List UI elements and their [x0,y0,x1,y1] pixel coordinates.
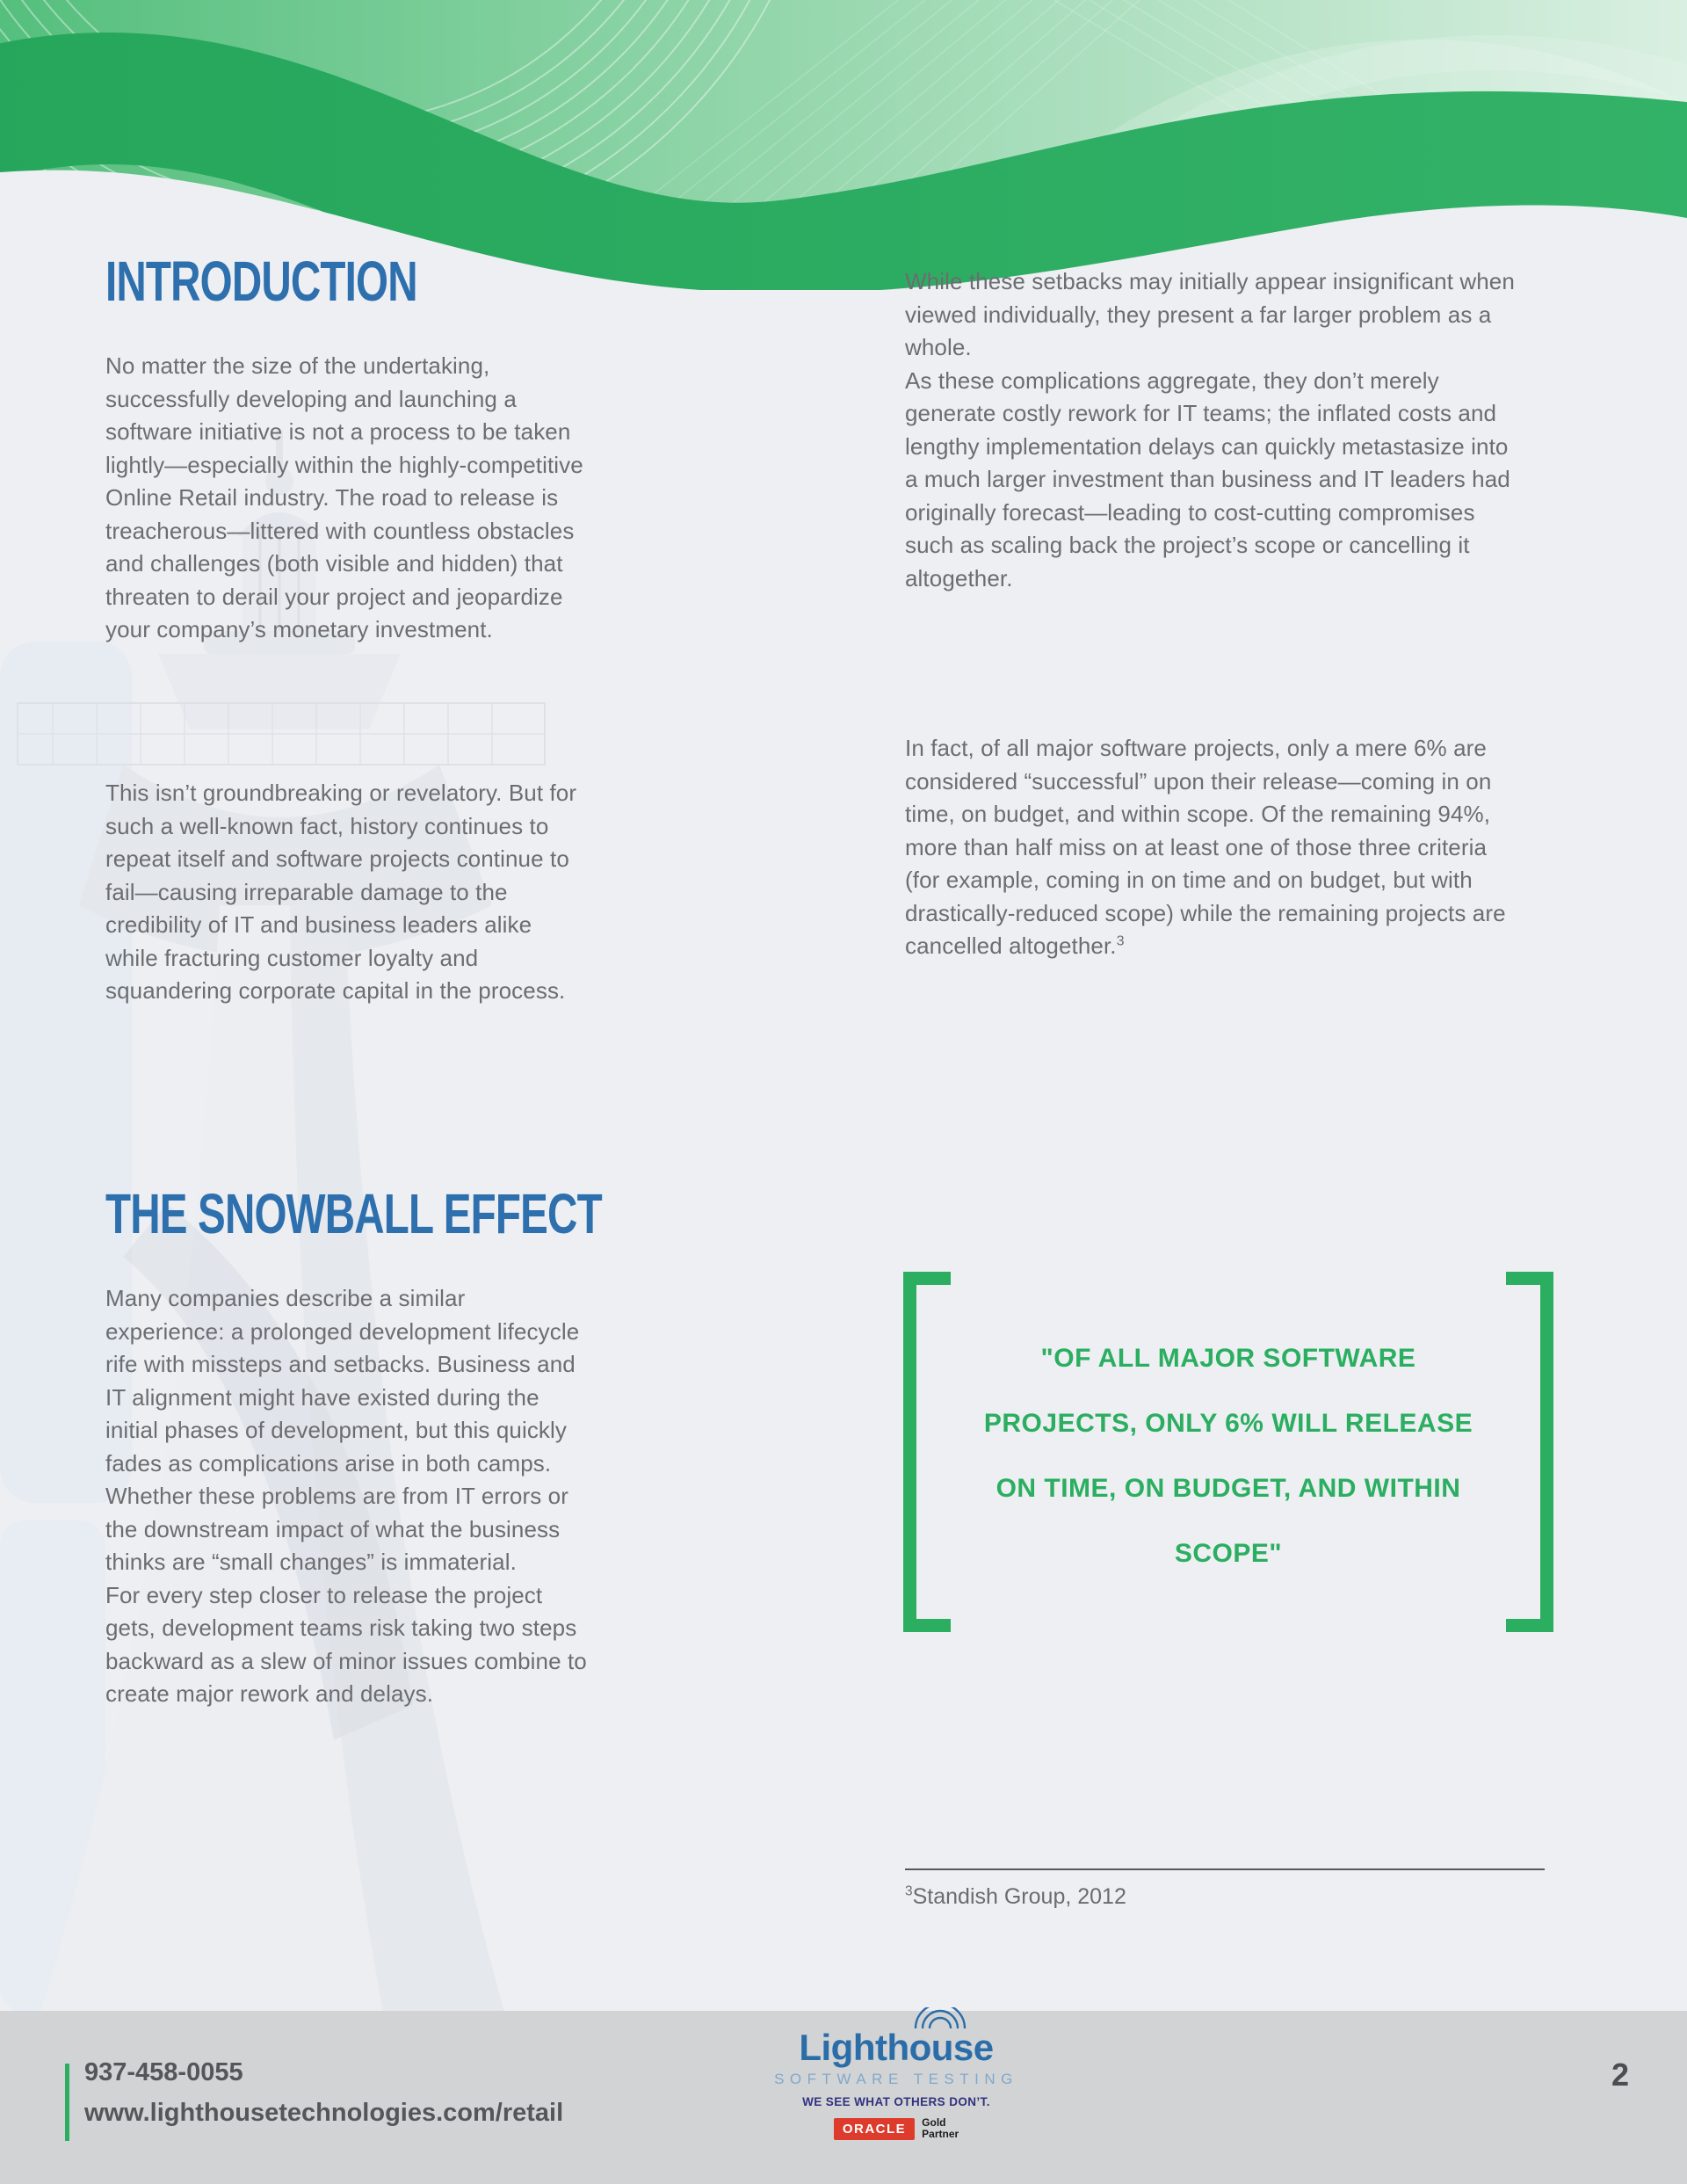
right-paragraph-2 [905,732,1524,963]
quote-right-bracket [1506,1272,1553,1632]
footnote-rule [905,1868,1545,1870]
footer-website: www.lighthousetechnologies.com/retail [84,2099,564,2127]
paragraph: Many companies describe a similar experience: a prolonged development lifecycle rife with missteps and setbacks. Business and IT alignment might have existed during the initial phases of development, but this quickly fades as complications arise in both camps. Whether these problems are from IT errors or the downstream impact of what the business thinks are “small changes” is immaterial. [105,1285,580,1575]
paragraph: No matter the size of the undertaking, successfully developing and launching a software initiative is not a process to be taken lightly—especially within the highly-competitive Online Retail industry. The road to release is treacherous—littered with countless obstacles and challenges (both visible and hidden) that threaten to derail your project and jeopardize your company’s monetary investment. [105,352,583,642]
right-paragraph-1 [905,265,1524,595]
quote-left-bracket [903,1272,951,1632]
paragraph: In fact, of all major software projects, only a mere 6% are considered “successful” upon their release—coming in on time, on budget, and within scope. Of the remaining 94%, more than half miss on at least one of those three criteria (for example, coming in on time and on budget, but with drastically-reduced scope) while the remaining projects are cancelled altogether.$^3$ [905,735,1506,959]
intro-paragraph-1 [105,350,587,647]
header-wave-graphic [0,0,1687,290]
quote-text: "OF ALL MAJOR SOFTWARE PROJECTS, ONLY 6% WILL RELEASE ON TIME, ON BUDGET, AND WITHIN SCOPE" [983,1344,1473,1568]
snowball-heading: THE SNOWBALL EFFECT [105,1182,602,1246]
logo-subtitle: SOFTWARE TESTING [774,2071,1018,2087]
oracle-partner-text: Gold Partner [922,2116,959,2140]
pull-quote [903,1272,1553,1632]
footer [0,2011,1687,2184]
footer-accent-bar [65,2064,69,2141]
intro-paragraph-2 [105,777,587,1008]
footnote-superscript: 3 [1116,932,1125,949]
logo-tagline: WE SEE WHAT OTHERS DON’T. [802,2095,990,2108]
paragraph: This isn’t groundbreaking or revelatory. But for such a well-known fact, history continues to repeat itself and software projects continue to fail—causing irreparable damage to the credibility of IT and business leaders alike while fracturing customer loyalty and squandering corporate capital in the process. [105,780,577,1004]
page-number: 2 [1611,2057,1629,2093]
paragraph: As these complications aggregate, they don’t merely generate costly rework for IT teams; the inflated costs and lengthy implementation delays can quickly metastasize into a much larger investment than business and IT leaders had originally forecast—leading to cost-cutting compromises such as scaling back the project’s scope or cancelling it altogether. [905,366,1510,591]
paragraph: For every step closer to release the project gets, development teams risk taking two steps backward as a slew of minor issues combine to create major rework and delays. [105,1581,587,1707]
footnote [905,1868,1545,1910]
paragraph: While these setbacks may initially appear insignificant when viewed individually, they present a far larger problem as a whole. [905,268,1515,360]
logo-name: Lighthouse [799,2027,993,2069]
logo-beacon-icon [902,2007,978,2030]
oracle-logo: ORACLE [834,2118,915,2140]
oracle-badge [729,2117,1063,2140]
snowball-paragraph [105,1282,587,1711]
intro-heading: INTRODUCTION [105,250,417,314]
footer-phone: 937-458-0055 [84,2058,243,2086]
footnote-text: $^3$Standish Group, 2012 [905,1883,1126,1909]
lighthouse-logo [729,2027,1063,2140]
